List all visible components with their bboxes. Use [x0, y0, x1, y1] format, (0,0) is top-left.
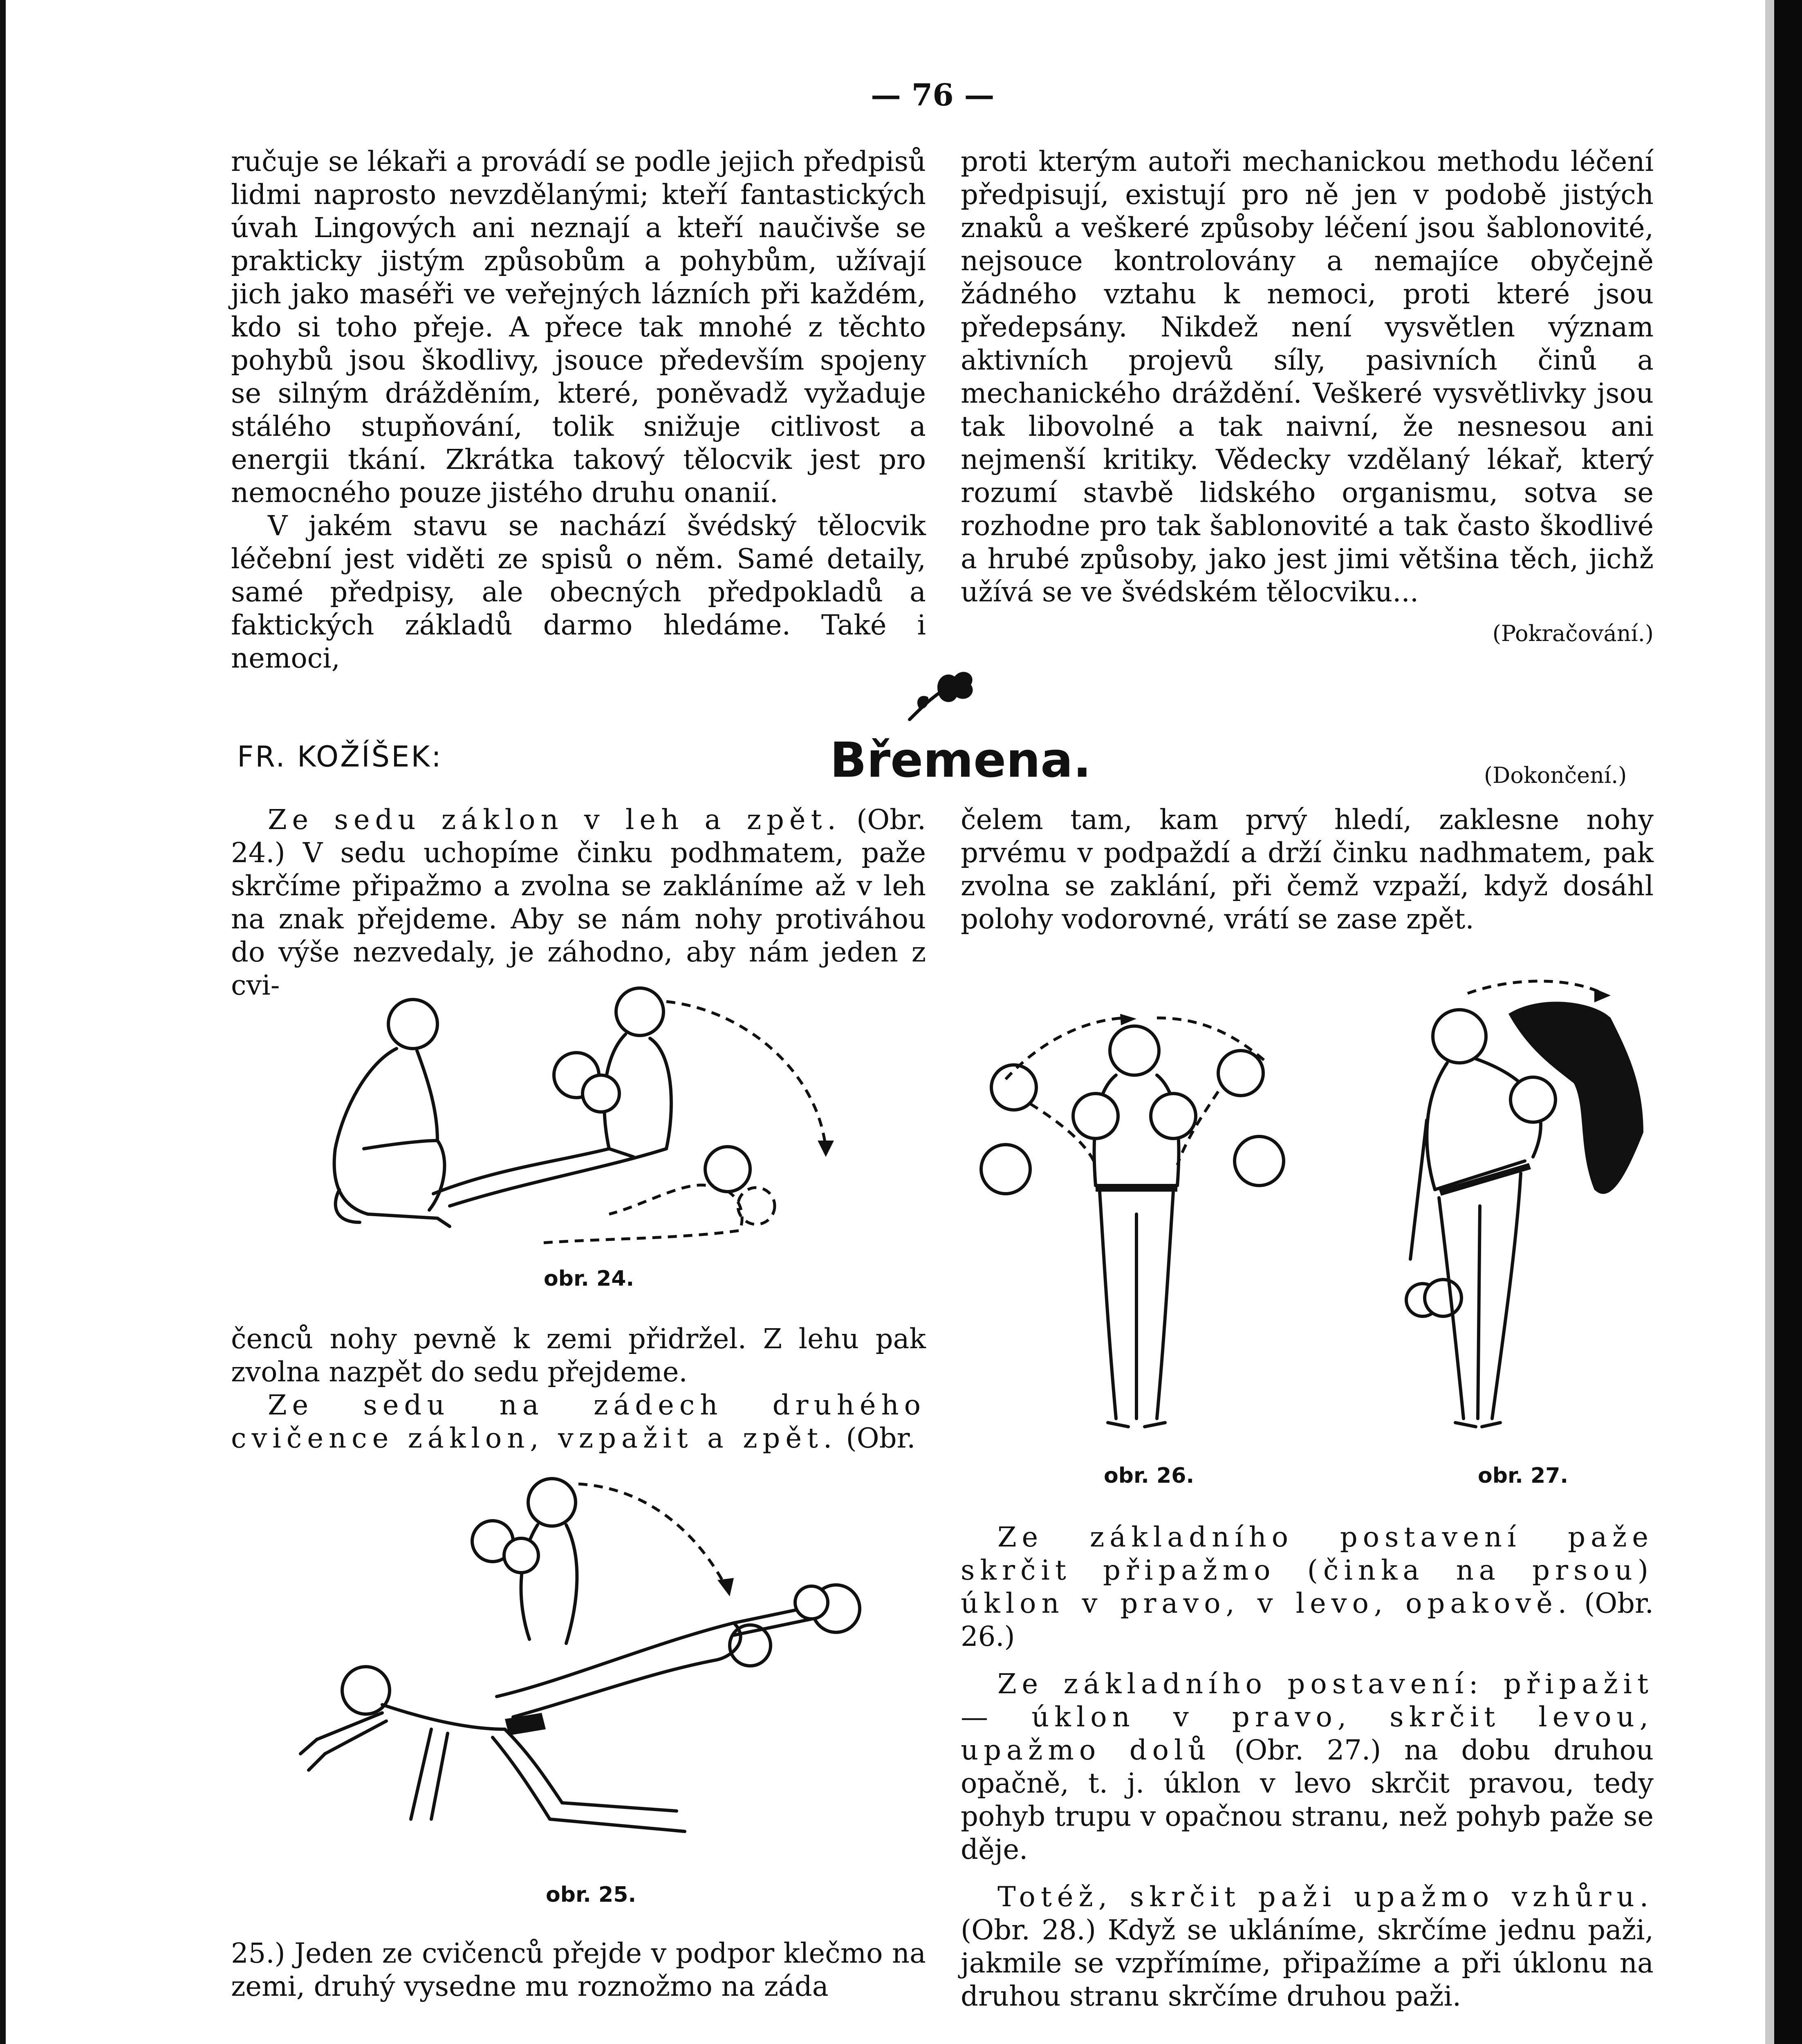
figure-24-caption: obr. 24.	[544, 1266, 634, 1291]
figure-25-illustration	[300, 1468, 893, 1860]
right-column-article-1	[961, 803, 1654, 936]
paragraph: 25.) Jeden ze cvičenců přejde v podpor klečmo na zemi, druhý vysedne mu roznožmo na záda	[231, 1937, 926, 2002]
concluded-note: (Dokončení.)	[1484, 762, 1627, 788]
article-title: Břemena.	[830, 732, 1092, 788]
paragraph: (Obr. 28.) Když se ukláníme, skrčíme jednu paži, jakmile se vzpřímíme, připažíme a při úklonu na druhou stranu skrčíme druhou paži.	[961, 1914, 1654, 2012]
scan-border-left	[0, 0, 6, 2044]
paragraph: V jakém stavu se nachází švédský tělocvik léčební jest viděti ze spisů o něm. Samé detaily, samé předpisy, ale obecných předpokladů a faktických základů darmo hledáme. Také i nemoci,	[231, 510, 926, 674]
left-column-article-2	[231, 1322, 926, 1455]
figure-26-caption: obr. 26.	[1104, 1464, 1195, 1488]
exercise-heading: Ze sedu na zádech druhého cvičence záklon, vzpažit a zpět.	[231, 1389, 926, 1454]
exercise-heading: Ze sedu záklon v leh a zpět.	[268, 804, 841, 836]
figure-24-illustration	[315, 977, 858, 1255]
paragraph: čelem tam, kam prvý hledí, zaklesne nohy prvému v podpaždí a drží činku nadhmatem, pak zvolna se zaklání, při čemž vzpaží, když dosáhl polohy vodorovné, vrátí se zase zpět.	[961, 804, 1654, 935]
figure-25-caption: obr. 25.	[546, 1883, 637, 1907]
left-column-top	[231, 145, 926, 675]
paragraph: (Obr. 27.) na dobu druhou opačně, t. j. úklon v levo skrčit pravou, tedy pohyb trupu v opačnou stranu, než pohyb paže se děje.	[961, 1734, 1654, 1865]
right-column-article-2	[961, 1521, 1654, 2013]
exercise-heading: Ze základního postavení: připažit — úklon v pravo, skrčit levou, upažmo dolů	[961, 1668, 1654, 1766]
continued-note: (Pokračování.)	[1492, 621, 1654, 646]
figure-26-illustration	[973, 1010, 1308, 1451]
flower-ornament-icon	[901, 654, 979, 724]
scan-border-right	[1774, 0, 1802, 2044]
paragraph: (Obr. 26.)	[961, 1587, 1654, 1652]
left-column-article-1	[231, 803, 926, 1002]
figure-27-caption: obr. 27.	[1478, 1464, 1569, 1488]
paragraph: proti kterým autoři mechanickou methodu léčení předpisují, existují pro ně jen v podobě jistých znaků a veškeré způsoby léčení jsou šablonovité, nejsouce kontrolovány a nemajíce obyčejně žádného vztahu k nemoci, proti které jsou předepsány. Nikdež není vysvětlen význam aktivních projevů síly, pasivních činů a mechanického dráždění. Veškeré vysvětlivky jsou tak libovolné a tak naivní, že nesnesou ani nejmenší kritiky. Vědecky vzdělaný lékař, který rozumí stavbě lidského organismu, sotva se rozhodne pro tak šablonovité a tak často škodlivé a hrubé způsoby, jako jest jimi většina těch, jichž užívá se ve švédském tělocviku...	[961, 146, 1654, 608]
exercise-heading: Totéž, skrčit paži upažmo vzhůru.	[997, 1881, 1654, 1913]
left-column-article-3	[231, 1937, 926, 2003]
paragraph: čenců nohy pevně k zemi přidržel. Z lehu pak zvolna nazpět do sedu přejdeme.	[231, 1323, 926, 1388]
paragraph: ručuje se lékaři a provádí se podle jejich předpisů lidmi naprosto nevzdělanými; kteří fantastických úvah Lingových ani neznají a kteří naučivše se prakticky jistým způsobům a pohybům, užívají jich jako maséři ve veřejných lázních při každém, kdo si toho přeje. A přece tak mnohé z těchto pohybů jsou škodlivy, jsouce především spojeny se silným drážděním, které, poněvadž vyžaduje stálého stupňování, tolik snižuje citlivost a energii tkání. Zkrátka takový tělocvik jest pro nemocného pouze jistého druhu onanií.	[231, 146, 926, 509]
right-column-top	[961, 145, 1654, 650]
scan-border-right-inner	[1765, 0, 1774, 2044]
article-author: FR. KOŽÍŠEK:	[237, 740, 443, 773]
figure-27-illustration	[1398, 977, 1676, 1451]
paragraph: (Obr.	[837, 1422, 916, 1454]
paragraph: (Obr. 24.) V sedu uchopíme činku podhmatem, paže skrčíme připažmo a zvolna se zakláníme až v leh na znak přejdeme. Aby se nám nohy protiváhou do výše nezvedaly, je záhodno, aby nám jeden z cvi-	[231, 804, 926, 1001]
page-number: — 76 —	[871, 78, 995, 113]
exercise-heading: Ze základního postavení paže skrčit připažmo (činka na prsou) úklon v pravo, v levo, opakově.	[961, 1521, 1654, 1619]
